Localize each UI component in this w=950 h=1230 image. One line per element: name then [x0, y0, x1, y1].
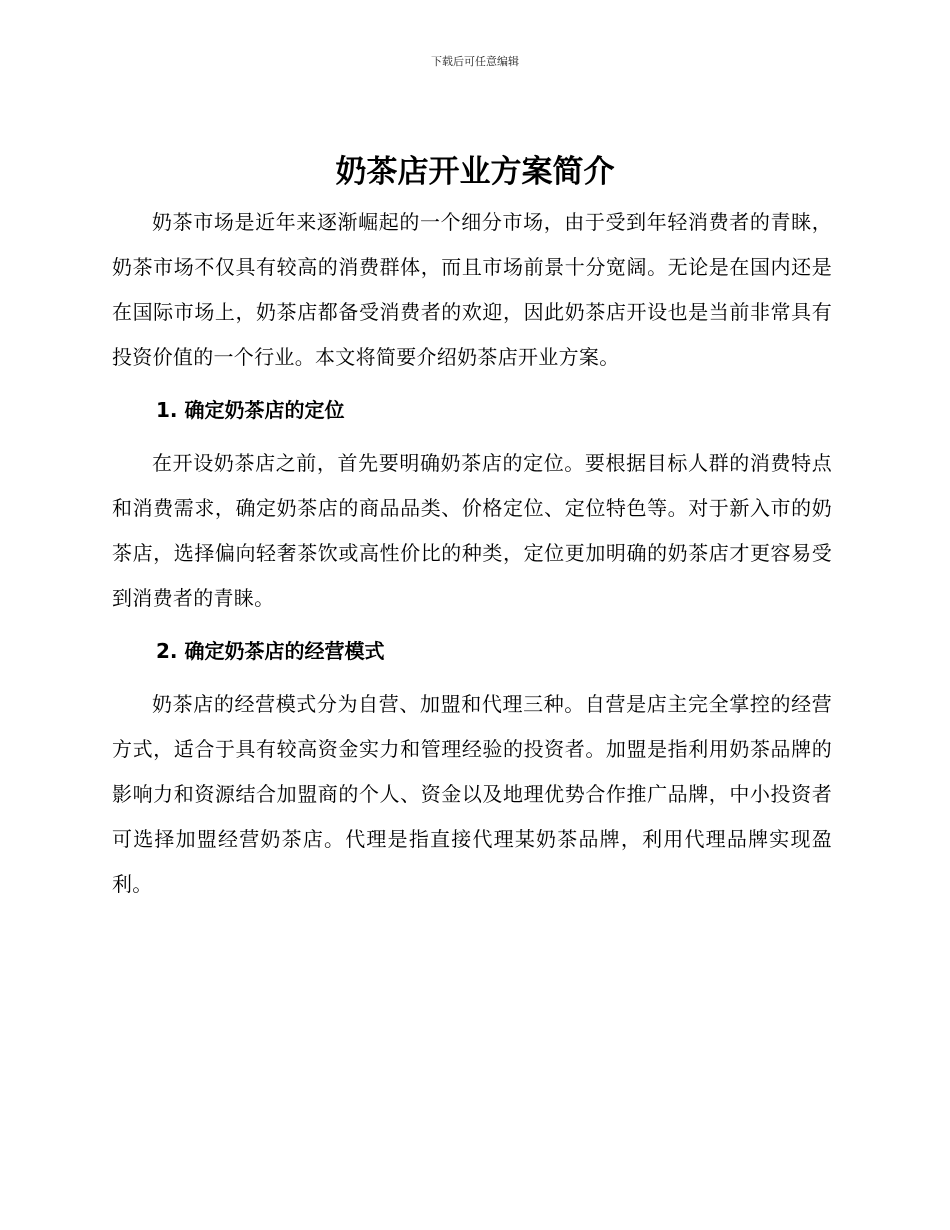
section-heading-positioning: 1. 确定奶茶店的定位: [156, 398, 345, 422]
section-paragraph-positioning: 在开设奶茶店之前，首先要明确奶茶店的定位。要根据目标人群的消费特点和消费需求，确定奶茶店的商品品类、价格定位、定位特色等。对于新入市的奶茶店，选择偏向轻奢茶饮或高性价比的种类，定位更加明确的奶茶店才更容易受到消费者的青睐。: [112, 451, 832, 610]
section-paragraph-business-model: 奶茶店的经营模式分为自营、加盟和代理三种。自营是店主完全掌控的经营方式，适合于具有较高资金实力和管理经验的投资者。加盟是指利用奶茶品牌的影响力和资源结合加盟商的个人、资金以及地理优势合作推广品牌，中小投资者可选择加盟经营奶茶店。代理是指直接代理某奶茶品牌，利用代理品牌实现盈利。: [112, 692, 832, 896]
document-body: [112, 200, 832, 907]
page-title: 奶茶店开业方案简介: [335, 154, 615, 190]
section-heading-business-model: 2. 确定奶茶店的经营模式: [156, 639, 385, 663]
intro-paragraph: 奶茶市场是近年来逐渐崛起的一个细分市场，由于受到年轻消费者的青睐，奶茶市场不仅具有较高的消费群体，而且市场前景十分宽阔。无论是在国内还是在国际市场上，奶茶店都备受消费者的欢迎，因此奶茶店开设也是当前非常具有投资价值的一个行业。本文将简要介绍奶茶店开业方案。: [112, 210, 832, 369]
header-note: 下载后可任意编辑: [431, 55, 519, 68]
